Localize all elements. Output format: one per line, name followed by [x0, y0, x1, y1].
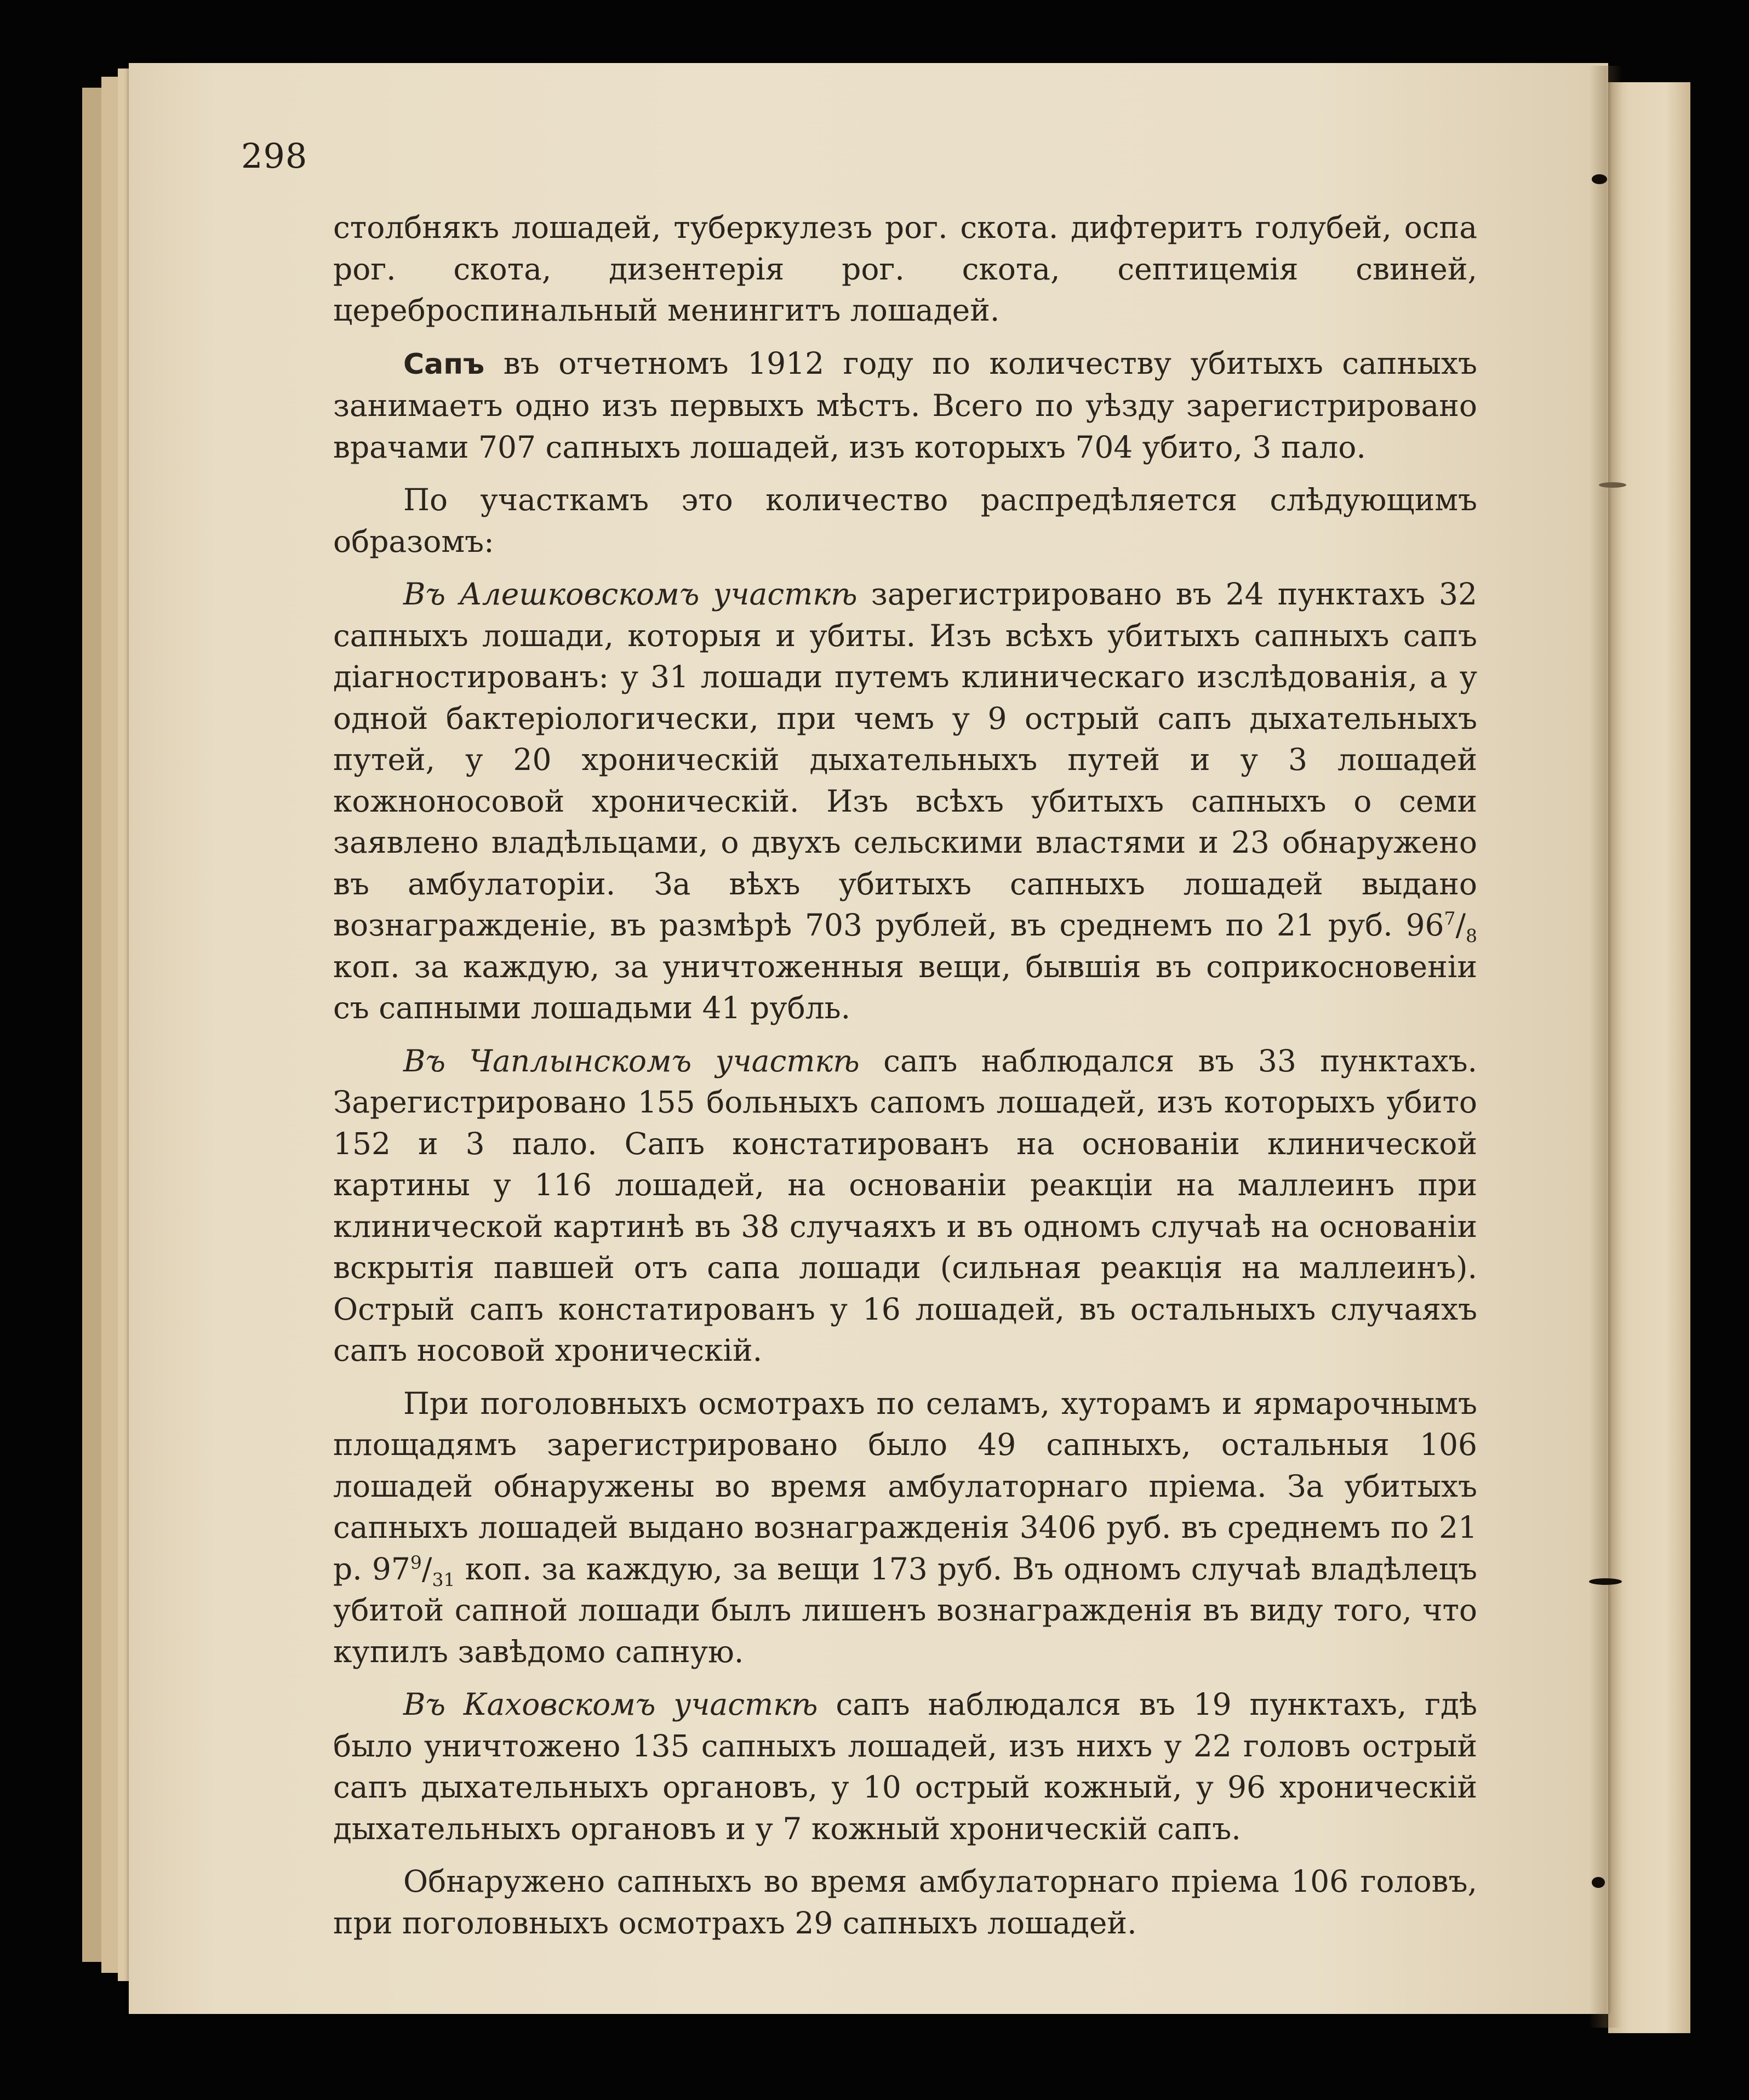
district-name: Въ Алешковскомъ участкѣ	[403, 577, 858, 612]
paragraph	[333, 574, 1477, 1029]
text-run: столбнякъ лошадей, туберкулезъ рог. скота. дифтеритъ голубей, оспа рог. скота, дизентерія рог. скота, септицемія свиней, цереброспинальный менингитъ лошадей.	[333, 210, 1477, 328]
binding-mark	[1592, 1877, 1605, 1888]
page-number: 298	[241, 136, 308, 176]
binding-mark	[1599, 482, 1626, 488]
binding-mark	[1592, 174, 1607, 184]
text-run: сапъ наблюдался въ 19 пунктахъ, гдѣ было уничтожено 135 сапныхъ лошадей, изъ нихъ у 22 головъ острый сапъ дыхательныхъ органовъ, у 10 острый кожный, у 96 хроническій дыхательныхъ органовъ и у 7 кожный хроническій сапъ.	[333, 1687, 1478, 1846]
paragraph	[333, 1041, 1477, 1372]
paragraph	[333, 207, 1477, 332]
district-name: Въ Каховскомъ участкѣ	[403, 1687, 818, 1722]
fraction-denominator: 31	[432, 1568, 455, 1590]
text-run: коп. за каждую, за вещи 173 руб. Въ одномъ случаѣ владѣлецъ убитой сапной лошади былъ лишенъ вознагражденія въ виду того, что купилъ завѣдомо сапную.	[333, 1551, 1477, 1669]
paragraph	[333, 1383, 1477, 1673]
text-run: коп. за каждую, за уничтоженныя вещи, бывшія въ соприкосновеніи съ сапными лошадьми 41 рубль.	[333, 949, 1477, 1025]
paragraph	[333, 480, 1477, 562]
binding-mark	[1589, 1578, 1622, 1585]
fraction-numerator: 9	[410, 1551, 422, 1573]
text-run: Обнаружено сапныхъ во время амбулаторнаго пріема 106 головъ, при поголовныхъ осмотрахъ 29 сапныхъ лошадей.	[333, 1864, 1477, 1941]
text-run: По участкамъ это количество распредѣляется слѣдующимъ образомъ:	[333, 482, 1477, 559]
fraction-slash: /	[1455, 908, 1466, 943]
section-keyword: Сапъ	[403, 347, 485, 381]
text-run: въ отчетномъ 1912 году по количеству убитыхъ сапныхъ занимаетъ одно изъ первыхъ мѣстъ. Всего по уѣзду зарегистрировано врачами 707 сапныхъ лошадей, изъ которыхъ 704 убито, 3 пало.	[333, 345, 1477, 465]
fraction-denominator: 8	[1466, 925, 1477, 946]
district-name: Въ Чаплынскомъ участкѣ	[403, 1043, 860, 1078]
text-run: При поголовныхъ осмотрахъ по селамъ, хуторамъ и ярмарочнымъ площадямъ зарегистрировано было 49 сапныхъ, остальныя 106 лошадей обнаружены во время амбулаторнаго пріема. За убитыхъ сапныхъ лошадей выдано вознагражденія 3406 руб. въ среднемъ по 21 р. 97	[333, 1385, 1477, 1587]
paragraph	[333, 1684, 1477, 1850]
paragraph	[333, 343, 1477, 469]
paragraph	[333, 1861, 1477, 1944]
text-run: зарегистрировано въ 24 пунктахъ 32 сапныхъ лошади, которыя и убиты. Изъ всѣхъ убитыхъ сапныхъ сапъ діагностированъ: у 31 лошади путемъ клиническаго изслѣдованія, а у одной бактеріологически, при чемъ у 9 острый сапъ дыхательныхъ путей, у 20 хроническій дыхательныхъ путей и у 3 лошадей кожноносовой хроническій. Изъ всѣхъ убитыхъ сапныхъ о семи заявлено владѣльцами, о двухъ сельскими властями и 23 обнаружено въ амбулаторіи. За вѣхъ убитыхъ сапныхъ лошадей выдано вознагражденіе, въ размѣрѣ 703 рублей, въ среднемъ по 21 руб. 96	[333, 577, 1477, 943]
body-text	[333, 207, 1477, 1944]
fraction-numerator: 7	[1444, 908, 1456, 929]
spine-shadow	[1589, 66, 1622, 2028]
fraction-slash: /	[421, 1551, 432, 1587]
text-run: сапъ наблюдался въ 33 пунктахъ. Зарегистрировано 155 больныхъ сапомъ лошадей, изъ которыхъ убито 152 и 3 пало. Сапъ констатированъ на основаніи клинической картины у 116 лошадей, на основаніи реакціи на маллеинъ при клинической картинѣ въ 38 случаяхъ и въ одномъ случаѣ на основаніи вскрытія павшей отъ сапа лошади (сильная реакція на маллеинъ). Острый сапъ констатированъ у 16 лошадей, въ остальныхъ случаяхъ сапъ носовой хроническій.	[333, 1043, 1477, 1368]
